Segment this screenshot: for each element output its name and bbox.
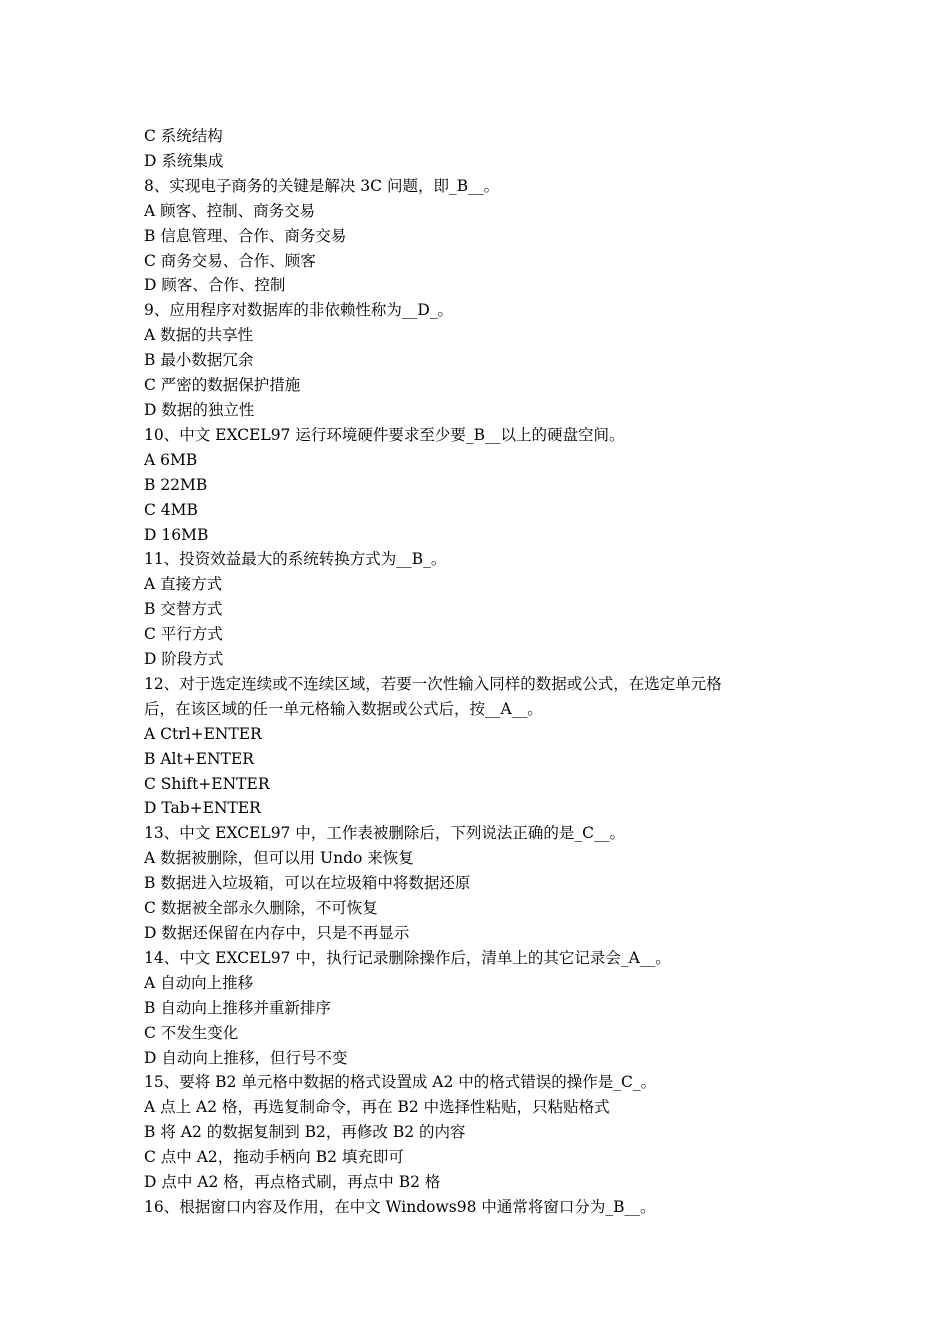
option-line: A 数据的共享性 bbox=[144, 326, 254, 345]
option-line: B 自动向上推移并重新排序 bbox=[144, 998, 331, 1017]
option-line: B 22MB bbox=[144, 475, 208, 494]
question-line: 13、中文 EXCEL97 中，工作表被删除后，下列说法正确的是_C__。 bbox=[144, 824, 625, 843]
question-line: 16、根据窗口内容及作用，在中文 Windows98 中通常将窗口分为_B__。 bbox=[144, 1197, 656, 1216]
option-line: D 自动向上推移，但行号不变 bbox=[144, 1048, 348, 1067]
option-line: C 平行方式 bbox=[144, 625, 223, 644]
question-line: 11、投资效益最大的系统转换方式为__B_。 bbox=[144, 550, 447, 569]
option-line: C 商务交易、合作、顾客 bbox=[144, 251, 316, 270]
option-line: D 16MB bbox=[144, 525, 209, 544]
question-line: 12、对于选定连续或不连续区域，若要一次性输入同样的数据或公式，在选定单元格 bbox=[144, 674, 722, 693]
option-line: D 阶段方式 bbox=[144, 650, 224, 669]
option-line: A Ctrl+ENTER bbox=[144, 724, 262, 743]
option-line: A 6MB bbox=[144, 450, 198, 469]
option-line: A 直接方式 bbox=[144, 575, 223, 594]
option-line: D Tab+ENTER bbox=[144, 799, 261, 818]
option-line: A 数据被删除，但可以用 Undo 来恢复 bbox=[144, 849, 414, 868]
option-line: C 点中 A2，拖动手柄向 B2 填充即可 bbox=[144, 1148, 404, 1167]
option-line: B 将 A2 的数据复制到 B2，再修改 B2 的内容 bbox=[144, 1123, 466, 1142]
question-line: 9、应用程序对数据库的非依赖性称为__D_。 bbox=[144, 301, 454, 320]
option-line: D 系统集成 bbox=[144, 151, 224, 170]
option-line: A 点上 A2 格，再选复制命令，再在 B2 中选择性粘贴，只粘贴格式 bbox=[144, 1098, 610, 1117]
option-line: D 点中 A2 格，再点格式刷，再点中 B2 格 bbox=[144, 1173, 441, 1192]
option-line: D 数据的独立性 bbox=[144, 400, 255, 419]
option-line: B 交替方式 bbox=[144, 600, 223, 619]
option-line: C 严密的数据保护措施 bbox=[144, 376, 301, 395]
question-line-continued: 后，在该区域的任一单元格输入数据或公式后，按__A__。 bbox=[144, 699, 543, 718]
option-line: B 最小数据冗余 bbox=[144, 351, 254, 370]
option-line: B 信息管理、合作、商务交易 bbox=[144, 226, 347, 245]
option-line: C 4MB bbox=[144, 500, 198, 519]
option-line: D 顾客、合作、控制 bbox=[144, 276, 286, 295]
option-line: C 不发生变化 bbox=[144, 1023, 239, 1042]
option-line: B Alt+ENTER bbox=[144, 749, 254, 768]
question-line: 10、中文 EXCEL97 运行环境硬件要求至少要_B__以上的硬盘空间。 bbox=[144, 425, 625, 444]
option-line: D 数据还保留在内存中，只是不再显示 bbox=[144, 924, 410, 942]
document-body bbox=[144, 124, 784, 1220]
question-line: 8、实现电子商务的关键是解决 3C 问题，即_B__。 bbox=[144, 176, 500, 195]
option-line: A 顾客、控制、商务交易 bbox=[144, 201, 316, 220]
question-line: 15、要将 B2 单元格中数据的格式设置成 A2 中的格式错误的操作是_C_。 bbox=[144, 1073, 657, 1092]
question-line: 14、中文 EXCEL97 中，执行记录删除操作后，清单上的其它记录会_A__。 bbox=[144, 948, 671, 967]
option-line: C 系统结构 bbox=[144, 127, 223, 145]
option-line: B 数据进入垃圾箱，可以在垃圾箱中将数据还原 bbox=[144, 874, 471, 893]
option-line: A 自动向上推移 bbox=[144, 973, 254, 992]
option-line: C 数据被全部永久删除，不可恢复 bbox=[144, 899, 378, 918]
option-line: C Shift+ENTER bbox=[144, 774, 270, 793]
